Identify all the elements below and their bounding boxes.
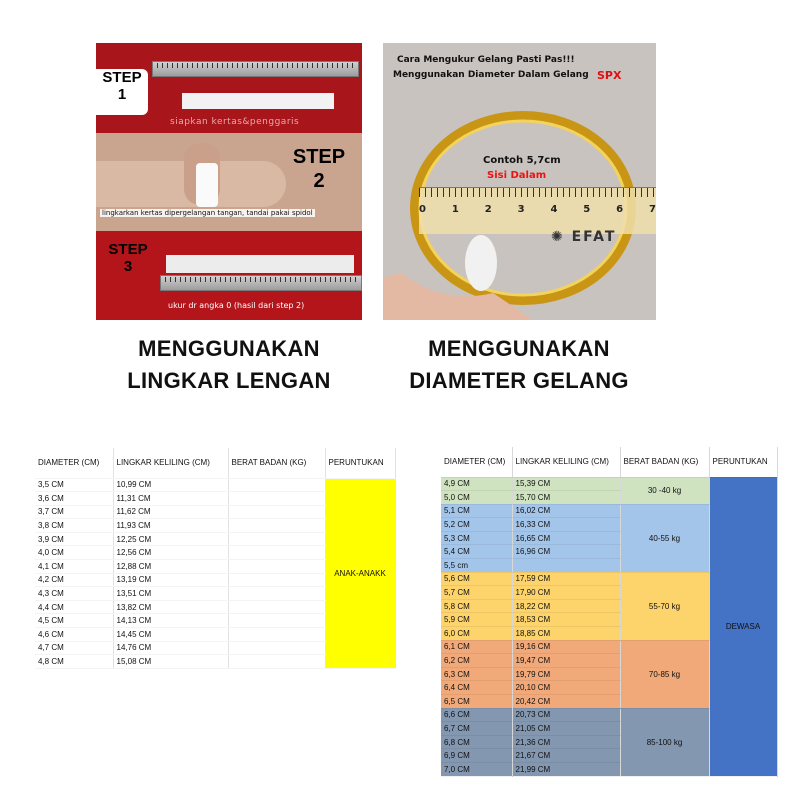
step3-badge: STEP 3 (108, 241, 148, 275)
lingkar-cell: 11,93 CM (113, 519, 228, 533)
lingkar-cell: 17,59 CM (512, 572, 620, 586)
berat-cell (228, 628, 325, 642)
step1-paper-strip (182, 93, 334, 109)
diameter-cell: 6,1 CM (441, 640, 512, 654)
diameter-cell: 6,9 CM (441, 749, 512, 763)
adult-size-table (441, 447, 778, 777)
lingkar-cell: 12,25 CM (113, 532, 228, 546)
lingkar-cell: 20,10 CM (512, 681, 620, 695)
step1-ruler (152, 61, 359, 77)
diameter-cell: 3,8 CM (35, 519, 113, 533)
berat-cell (228, 505, 325, 519)
brand-sun-icon: ✺ (551, 229, 565, 245)
lingkar-cell: 19,16 CM (512, 640, 620, 654)
berat-cell (228, 546, 325, 560)
lingkar-cell: 14,13 CM (113, 614, 228, 628)
header-berat: BERAT BADAN (KG) (620, 447, 709, 477)
caption-right: MENGGUNAKAN DIAMETER GELANG (409, 336, 629, 393)
spx-watermark: SPX (597, 69, 622, 82)
brand-logo: ✺ EFAT (551, 229, 617, 245)
lingkar-cell: 16,96 CM (512, 545, 620, 559)
lingkar-cell: 12,88 CM (113, 560, 228, 574)
lingkar-lengan-photo (96, 43, 362, 320)
diameter-cell: 3,6 CM (35, 492, 113, 506)
table-header-row (35, 448, 395, 478)
lingkar-cell: 18,53 CM (512, 613, 620, 627)
measure-ruler (419, 187, 656, 234)
diameter-cell: 5,9 CM (441, 613, 512, 627)
step2-badge: STEP 2 (292, 146, 346, 192)
diameter-cell: 7,0 CM (441, 762, 512, 776)
lingkar-cell: 20,42 CM (512, 695, 620, 709)
lingkar-cell: 13,19 CM (113, 573, 228, 587)
diameter-cell: 3,5 CM (35, 478, 113, 492)
step3-note: ukur dr angka 0 (hasil dari step 2) (168, 301, 305, 310)
berat-group-cell: 70-85 kg (620, 640, 709, 708)
step3-paper-strip (166, 255, 354, 273)
lingkar-cell: 20,73 CM (512, 708, 620, 722)
step3-band (96, 231, 362, 320)
step2-band (96, 133, 362, 231)
diameter-cell: 4,1 CM (35, 560, 113, 574)
photo-title-line1: Cara Mengukur Gelang Pasti Pas!!! (397, 55, 575, 65)
lingkar-cell: 18,22 CM (512, 599, 620, 613)
diameter-cell: 6,8 CM (441, 735, 512, 749)
diameter-cell: 4,0 CM (35, 546, 113, 560)
step1-band (96, 43, 362, 133)
lingkar-cell: 18,85 CM (512, 627, 620, 641)
berat-cell (228, 573, 325, 587)
diameter-cell: 4,7 CM (35, 641, 113, 655)
lingkar-cell: 13,51 CM (113, 587, 228, 601)
header-diameter: DIAMETER (CM) (35, 448, 113, 478)
ruler-number-row: 0 1 2 3 4 5 6 7 (419, 204, 656, 215)
header-diameter: DIAMETER (CM) (441, 447, 512, 477)
diameter-cell: 4,9 CM (441, 477, 512, 491)
diameter-cell: 5,5 cm (441, 559, 512, 573)
table-header-row (441, 447, 777, 477)
inner-side-label: Sisi Dalam (487, 170, 547, 181)
lingkar-cell: 21,36 CM (512, 735, 620, 749)
diameter-cell: 5,1 CM (441, 504, 512, 518)
diameter-cell: 5,3 CM (441, 531, 512, 545)
diameter-cell: 6,5 CM (441, 695, 512, 709)
lingkar-cell: 19,79 CM (512, 667, 620, 681)
berat-group-cell: 40-55 kg (620, 504, 709, 572)
berat-cell (228, 600, 325, 614)
kids-size-table (35, 448, 396, 669)
diameter-cell: 4,5 CM (35, 614, 113, 628)
berat-group-cell: 85-100 kg (620, 708, 709, 776)
berat-cell (228, 560, 325, 574)
header-peruntukan: PERUNTUKAN (709, 447, 777, 477)
berat-cell (228, 641, 325, 655)
diameter-cell: 6,4 CM (441, 681, 512, 695)
step3-ruler (160, 275, 362, 291)
diameter-cell: 6,6 CM (441, 708, 512, 722)
diameter-cell: 3,9 CM (35, 532, 113, 546)
lingkar-cell (512, 559, 620, 573)
berat-group-cell: 30 -40 kg (620, 477, 709, 504)
example-label: Contoh 5,7cm (483, 155, 561, 166)
berat-cell (228, 532, 325, 546)
peruntukan-dewasa-cell: DEWASA (709, 477, 777, 776)
berat-cell (228, 519, 325, 533)
berat-cell (228, 492, 325, 506)
berat-cell (228, 478, 325, 492)
lingkar-cell: 15,70 CM (512, 491, 620, 505)
diameter-cell: 4,3 CM (35, 587, 113, 601)
diameter-cell: 6,7 CM (441, 722, 512, 736)
diameter-cell: 3,7 CM (35, 505, 113, 519)
lingkar-cell: 17,90 CM (512, 586, 620, 600)
diameter-cell: 5,0 CM (441, 491, 512, 505)
diameter-cell: 6,0 CM (441, 627, 512, 641)
bangle-illustration (383, 43, 656, 320)
lingkar-cell: 21,67 CM (512, 749, 620, 763)
diameter-cell: 5,8 CM (441, 599, 512, 613)
lingkar-cell: 12,56 CM (113, 546, 228, 560)
lingkar-cell: 14,45 CM (113, 628, 228, 642)
lingkar-cell: 16,02 CM (512, 504, 620, 518)
berat-cell (228, 587, 325, 601)
diameter-cell: 6,2 CM (441, 654, 512, 668)
lingkar-cell: 15,39 CM (512, 477, 620, 491)
diameter-cell: 4,8 CM (35, 655, 113, 669)
photo-title-line2: Menggunakan Diameter Dalam Gelang (393, 70, 589, 80)
diameter-cell: 4,6 CM (35, 628, 113, 642)
diameter-cell: 6,3 CM (441, 667, 512, 681)
diameter-cell: 5,2 CM (441, 518, 512, 532)
lingkar-cell: 21,99 CM (512, 762, 620, 776)
lingkar-cell: 19,47 CM (512, 654, 620, 668)
lingkar-cell: 10,99 CM (113, 478, 228, 492)
diameter-cell: 4,2 CM (35, 573, 113, 587)
lingkar-cell: 16,33 CM (512, 518, 620, 532)
diameter-cell: 5,7 CM (441, 586, 512, 600)
lingkar-cell: 15,08 CM (113, 655, 228, 669)
header-berat: BERAT BADAN (KG) (228, 448, 325, 478)
peruntukan-anak-cell: ANAK-ANAKK (325, 478, 395, 668)
lingkar-cell: 21,05 CM (512, 722, 620, 736)
step1-note: siapkan kertas&penggaris (170, 117, 300, 127)
caption-left: MENGGUNAKAN LINGKAR LENGAN (127, 336, 331, 393)
step1-badge: STEP 1 (96, 69, 148, 115)
step2-paper-wrap (196, 163, 218, 207)
lingkar-cell: 16,65 CM (512, 531, 620, 545)
berat-cell (228, 655, 325, 669)
lingkar-cell: 14,76 CM (113, 641, 228, 655)
step2-note: lingkarkan kertas dipergelangan tangan, tandai pakai spidol (102, 209, 313, 217)
header-lingkar: LINGKAR KELILING (CM) (512, 447, 620, 477)
berat-cell (228, 614, 325, 628)
lingkar-cell: 13,82 CM (113, 600, 228, 614)
lingkar-cell: 11,31 CM (113, 492, 228, 506)
header-lingkar: LINGKAR KELILING (CM) (113, 448, 228, 478)
diameter-cell: 5,6 CM (441, 572, 512, 586)
diameter-cell: 5,4 CM (441, 545, 512, 559)
table-row (35, 478, 395, 492)
diameter-cell: 4,4 CM (35, 600, 113, 614)
diameter-gelang-photo (383, 43, 656, 320)
lingkar-cell: 11,62 CM (113, 505, 228, 519)
header-peruntukan: PERUNTUKAN (325, 448, 395, 478)
berat-group-cell: 55-70 kg (620, 572, 709, 640)
table-row (441, 477, 777, 491)
